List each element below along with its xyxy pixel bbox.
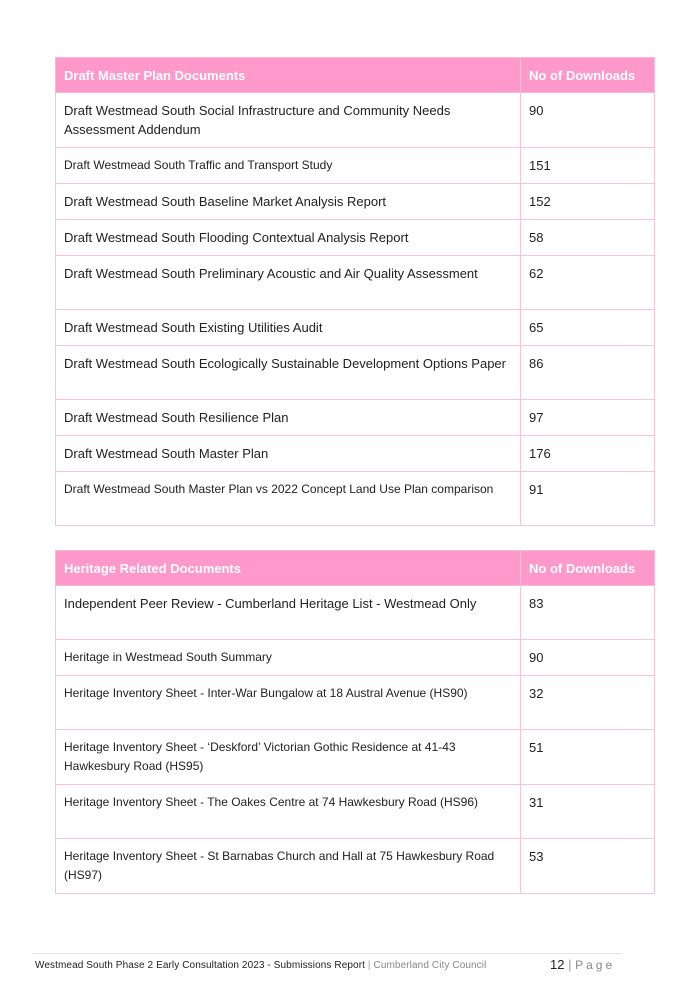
column-header-downloads: No of Downloads	[521, 551, 655, 586]
document-name: Heritage in Westmead South Summary	[56, 640, 521, 676]
table-row	[56, 256, 655, 310]
document-name: Draft Westmead South Existing Utilities Audit	[56, 310, 521, 346]
document-name: Independent Peer Review - Cumberland Heritage List - Westmead Only	[56, 586, 521, 640]
table-row	[56, 148, 655, 184]
document-name: Draft Westmead South Preliminary Acoustic and Air Quality Assessment	[56, 256, 521, 310]
table-row	[56, 640, 655, 676]
heritage-documents-table	[55, 550, 655, 894]
table-row	[56, 436, 655, 472]
download-count: 62	[521, 256, 655, 310]
footer-divider	[32, 953, 622, 954]
master-plan-documents-table	[55, 57, 655, 526]
download-count: 151	[521, 148, 655, 184]
download-count: 58	[521, 220, 655, 256]
download-count: 90	[521, 93, 655, 148]
document-name: Heritage Inventory Sheet - St Barnabas Church and Hall at 75 Hawkesbury Road (HS97)	[56, 839, 521, 894]
column-header-document: Heritage Related Documents	[56, 551, 521, 586]
download-count: 31	[521, 785, 655, 839]
download-count: 97	[521, 400, 655, 436]
document-name: Draft Westmead South Master Plan vs 2022 Concept Land Use Plan comparison	[56, 472, 521, 526]
download-count: 51	[521, 730, 655, 785]
download-count: 91	[521, 472, 655, 526]
column-header-document: Draft Master Plan Documents	[56, 58, 521, 93]
table-row	[56, 93, 655, 148]
document-name: Draft Westmead South Ecologically Sustainable Development Options Paper	[56, 346, 521, 400]
table-header-row	[56, 551, 655, 586]
table-row	[56, 730, 655, 785]
column-header-downloads: No of Downloads	[521, 58, 655, 93]
document-name: Heritage Inventory Sheet - Inter-War Bungalow at 18 Austral Avenue (HS90)	[56, 676, 521, 730]
footer-report-title: Westmead South Phase 2 Early Consultation 2023 - Submissions Report	[35, 960, 366, 971]
table-row	[56, 400, 655, 436]
download-count: 53	[521, 839, 655, 894]
document-name: Draft Westmead South Flooding Contextual Analysis Report	[56, 220, 521, 256]
table-row	[56, 676, 655, 730]
document-name: Draft Westmead South Master Plan	[56, 436, 521, 472]
footer-report-text	[35, 960, 486, 971]
document-name: Draft Westmead South Traffic and Transport Study	[56, 148, 521, 184]
download-count: 86	[521, 346, 655, 400]
table-row	[56, 220, 655, 256]
table-row	[56, 586, 655, 640]
table-row	[56, 310, 655, 346]
table-row	[56, 184, 655, 220]
download-count: 90	[521, 640, 655, 676]
document-name: Draft Westmead South Social Infrastructure and Community Needs Assessment Addendum	[56, 93, 521, 148]
document-name: Heritage Inventory Sheet - ‘Deskford’ Victorian Gothic Residence at 41-43 Hawkesbury Road (HS95)	[56, 730, 521, 785]
page-word: Page	[575, 958, 616, 972]
document-name: Heritage Inventory Sheet - The Oakes Centre at 74 Hawkesbury Road (HS96)	[56, 785, 521, 839]
footer-separator: |	[367, 960, 371, 971]
page-separator: |	[568, 957, 572, 972]
download-count: 83	[521, 586, 655, 640]
footer-page-number-block	[550, 957, 615, 972]
document-name: Draft Westmead South Baseline Market Analysis Report	[56, 184, 521, 220]
document-name: Draft Westmead South Resilience Plan	[56, 400, 521, 436]
table-row	[56, 472, 655, 526]
download-count: 32	[521, 676, 655, 730]
download-count: 176	[521, 436, 655, 472]
page-footer	[35, 958, 625, 974]
download-count: 152	[521, 184, 655, 220]
table-header-row	[56, 58, 655, 93]
table-row	[56, 785, 655, 839]
download-count: 65	[521, 310, 655, 346]
table-row	[56, 346, 655, 400]
table-row	[56, 839, 655, 894]
footer-council-name: Cumberland City Council	[373, 960, 487, 971]
page-number: 12	[550, 957, 565, 972]
